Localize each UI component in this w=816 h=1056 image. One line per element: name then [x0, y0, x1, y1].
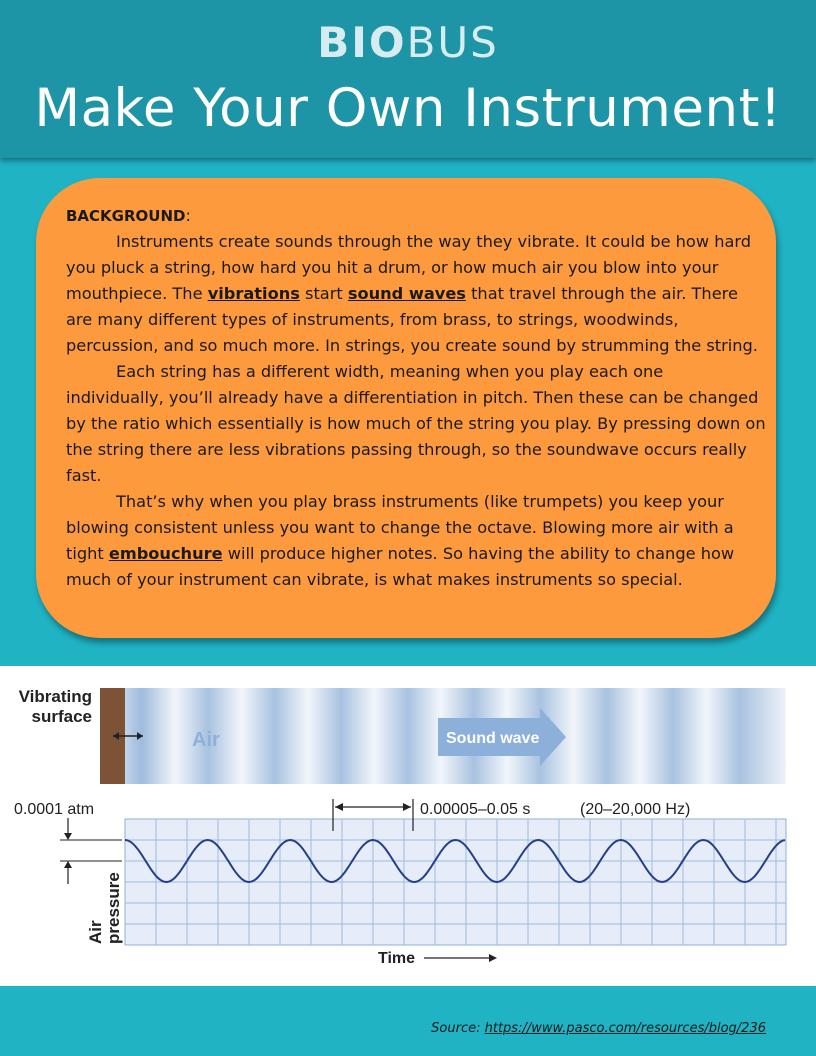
- y-axis-label-1: Air: [86, 920, 105, 944]
- time-arrow-icon: [424, 954, 497, 962]
- sound-wave-label: Sound wave: [446, 730, 540, 747]
- vibrating-label-1: Vibrating: [18, 687, 92, 706]
- vibrating-label-2: surface: [31, 707, 92, 726]
- frequency-label: (20–20,000 Hz): [580, 801, 691, 818]
- background-heading: BACKGROUND:: [66, 206, 191, 225]
- x-axis-label: Time: [378, 950, 416, 967]
- background-text: [66, 203, 766, 593]
- keyword-embouchure: embouchure: [108, 544, 223, 563]
- header-banner: [0, 0, 816, 158]
- sound-wave-diagram: [0, 666, 816, 986]
- source-citation: Source: https://www.pasco.com/resources/blog/236: [431, 1021, 766, 1036]
- air-label: Air: [192, 729, 220, 751]
- paragraph-1: Instruments create sounds through the way they vibrate. It could be how hard you pluck a string, how hard you hit a drum, or how much air you blow into your mouthpiece. The vibrations start sound waves that travel through the air. There are many different types of instruments, from brass, to strings, woodwinds, percussion, and so much more. In strings, you create sound by strumming the string.: [66, 232, 758, 355]
- amplitude-label: 0.0001 atm: [14, 801, 95, 818]
- biobus-logo: BIOBUS: [317, 18, 499, 67]
- keyword-sound-waves: sound waves: [347, 284, 466, 303]
- sound-wave-figure: [0, 666, 816, 986]
- source-link[interactable]: https://www.pasco.com/resources/blog/236: [484, 1021, 766, 1036]
- background-card: [36, 178, 776, 638]
- paragraph-2: Each string has a different width, meaning when you play each one individually, you’ll already have a differentiation in pitch. Then these can be changed by the ratio which essentially is how much of the string you play. By pressing down on the string there are less vibrations passing through, so the soundwave occurs really fast.: [66, 362, 766, 485]
- period-label: 0.00005–0.05 s: [420, 801, 531, 818]
- page-title: Make Your Own Instrument!: [34, 78, 782, 139]
- y-axis-label-2: pressure: [104, 872, 123, 944]
- paragraph-3: That’s why when you play brass instruments (like trumpets) you keep your blowing consistent unless you want to change the octave. Blowing more air with a tight embouchure will produce higher notes. So having the ability to change how much of your instrument can vibrate, is what makes instruments so special.: [66, 492, 735, 589]
- keyword-vibrations: vibrations: [207, 284, 300, 303]
